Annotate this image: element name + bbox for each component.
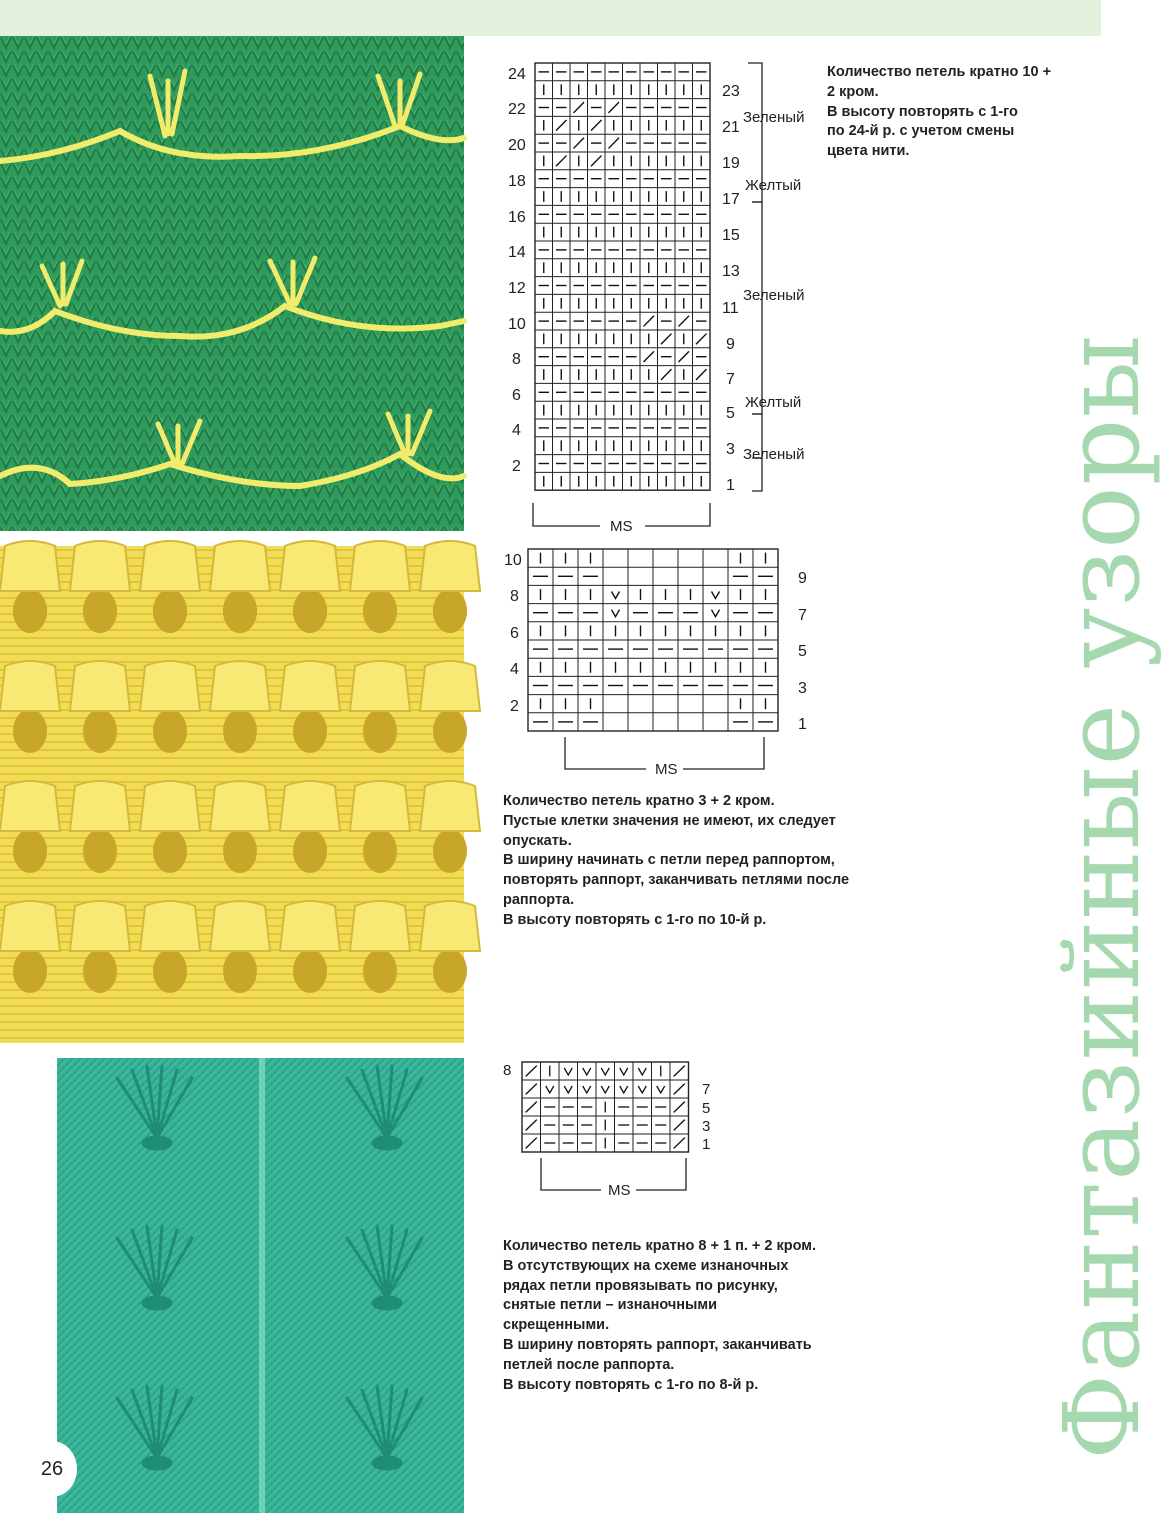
knitting-chart-2: [498, 545, 818, 785]
row-number: 17: [722, 191, 740, 208]
row-number: 14: [508, 244, 526, 261]
row-number: 7: [726, 371, 735, 388]
repeat-label: MS: [655, 761, 678, 778]
row-number: 3: [798, 680, 807, 697]
top-color-band: [0, 0, 1101, 36]
row-number: 9: [798, 570, 807, 587]
green-yellow-knit-photo: [0, 36, 464, 531]
knitting-chart-1: [500, 58, 830, 538]
turquoise-fan-knit-photo: [57, 1058, 464, 1513]
row-number: 9: [726, 336, 735, 353]
row-number: 6: [512, 387, 521, 404]
row-number: 5: [726, 405, 735, 422]
row-number: 10: [508, 316, 526, 333]
row-number: 2: [510, 698, 519, 715]
repeat-label: MS: [608, 1182, 631, 1199]
row-number: 8: [512, 351, 521, 368]
row-number: 13: [722, 263, 740, 280]
color-label: Зеленый: [743, 446, 805, 463]
row-number: 11: [722, 300, 739, 317]
row-number: 7: [798, 607, 807, 624]
row-number: 8: [510, 588, 519, 605]
color-label: Желтый: [745, 394, 802, 411]
description-text: Количество петель кратно 3 + 2 кром. Пустые клетки значения не имеют, их следует опускать. В ширину начинать с петли перед раппортом, повторять раппорт, заканчивать петлями после раппорта. В высоту повторять с 1-го по 10-й р.: [503, 793, 850, 928]
pattern-1-description: [827, 63, 1067, 162]
pattern-3-description: [503, 1237, 833, 1395]
row-number: 8: [503, 1062, 512, 1079]
row-number: 1: [798, 716, 807, 733]
row-number: 23: [722, 83, 740, 100]
row-number: 18: [508, 173, 526, 190]
row-number: 22: [508, 101, 526, 118]
color-label: Зеленый: [743, 287, 805, 304]
row-number: 16: [508, 209, 526, 226]
row-number: 21: [722, 119, 740, 136]
pattern-2-description: [503, 792, 863, 931]
row-number: 3: [702, 1118, 711, 1135]
description-text: Количество петель кратно 10 + 2 кром. В высоту повторять с 1-го по 24-й р. с учетом смены цвета нити.: [827, 64, 1052, 160]
section-title: Фантазийные узоры: [1041, 333, 1163, 1460]
description-text: Количество петель кратно 8 + 1 п. + 2 кром. В отсутствующих на схеме изнаночных рядах петли провязывать по рисунку, снятые петли – изнаночными скрещенными. В ширину повторять раппорт, заканчивать петлей после раппорта. В высоту повторять с 1-го по 8-й р.: [503, 1238, 817, 1393]
row-number: 10: [504, 552, 522, 569]
page-number: 26: [27, 1441, 77, 1497]
knitting-chart-3: [496, 1058, 726, 1208]
row-number: 15: [722, 227, 740, 244]
row-number: 1: [702, 1136, 711, 1153]
row-number: 1: [726, 477, 735, 494]
row-number: 4: [510, 661, 519, 678]
yellow-bell-knit-photo: [0, 546, 464, 1043]
row-number: 6: [510, 625, 519, 642]
row-number: 5: [798, 643, 807, 660]
row-number: 20: [508, 137, 526, 154]
color-label: Зеленый: [743, 109, 805, 126]
row-number: 19: [722, 155, 740, 172]
row-number: 7: [702, 1081, 711, 1098]
row-number: 24: [508, 66, 526, 83]
row-number: 4: [512, 422, 521, 439]
repeat-label: MS: [610, 518, 633, 535]
row-number: 12: [508, 280, 526, 297]
color-label: Желтый: [745, 177, 802, 194]
row-number: 3: [726, 441, 735, 458]
row-number: 5: [702, 1100, 711, 1117]
row-number: 2: [512, 458, 521, 475]
